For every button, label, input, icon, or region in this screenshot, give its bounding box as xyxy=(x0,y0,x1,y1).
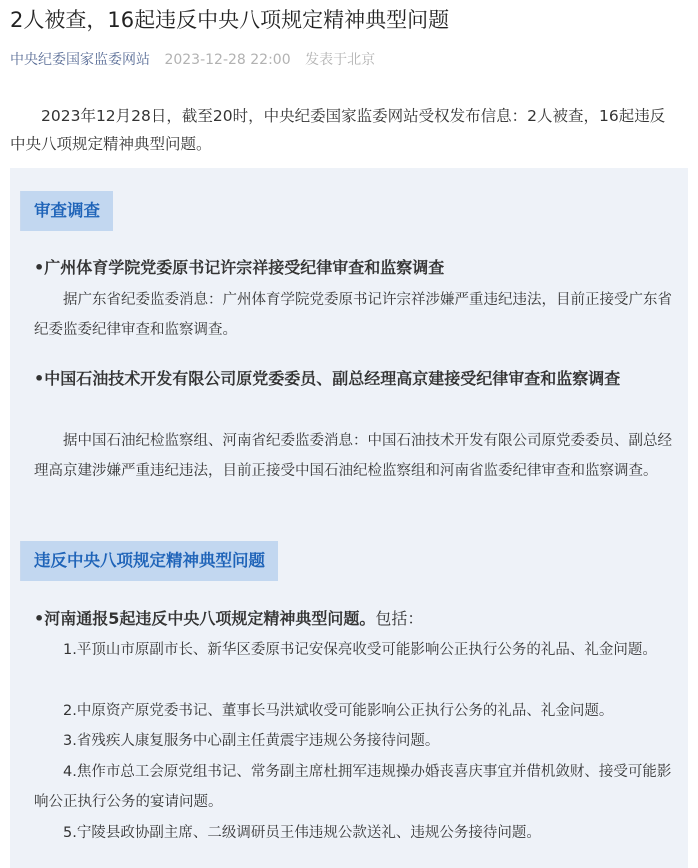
list-item: 4.焦作市总工会原党组书记、常务副主席杜拥军违规操办婚丧喜庆事宜并借机敛财、接受可能影响公正执行公务的宴请问题。 xyxy=(34,764,672,810)
publish-location: 发表于北京 xyxy=(305,52,376,68)
section-intro-title: •河南通报5起违反中央八项规定精神典型问题。 xyxy=(34,609,376,628)
list-item: 3.省残疾人康复服务中心副主任黄震宇违规公务接待问题。 xyxy=(63,733,440,749)
item-title: •广州体育学院党委原书记许宗祥接受纪律审查和监察调查 xyxy=(34,258,445,277)
publish-time: 2023-12-28 22:00 xyxy=(164,52,291,68)
article-title: 2人被查，16起违反中央八项规定精神典型问题 xyxy=(10,8,450,32)
section-heading-violations-label: 违反中央八项规定精神典型问题 xyxy=(21,541,278,581)
content-panel xyxy=(10,168,688,868)
item-title: •中国石油技术开发有限公司原党委委员、副总经理高京建接受纪律审查和监察调查 xyxy=(34,369,621,388)
section-heading-review-label: 审查调查 xyxy=(21,191,113,231)
section-intro xyxy=(34,604,679,634)
list-item: 1.平顶山市原副市长、新华区委原书记安保亮收受可能影响公正执行公务的礼品、礼金问题。 xyxy=(63,642,657,658)
intro-paragraph: 2023年12月28日，截至20时，中央纪委国家监委网站受权发布信息：2人被查，16起违反中央八项规定精神典型问题。 xyxy=(10,107,666,153)
list-item: 5.宁陵县政协副主席、二级调研员王伟违规公款送礼、违规公务接待问题。 xyxy=(63,825,541,841)
item-body: 据广东省纪委监委消息：广州体育学院党委原书记许宗祥涉嫌严重违纪违法，目前正接受广东省纪委监委纪律审查和监察调查。 xyxy=(34,292,672,338)
section-intro-suffix: 包括： xyxy=(375,609,424,628)
article-meta xyxy=(10,50,375,70)
section-heading-review xyxy=(20,191,113,231)
list-item: 2.中原资产原党委书记、董事长马洪斌收受可能影响公正执行公务的礼品、礼金问题。 xyxy=(63,703,614,719)
section-heading-violations xyxy=(20,541,278,581)
source-link[interactable]: 中央纪委国家监委网站 xyxy=(10,52,150,68)
item-body: 据中国石油纪检监察组、河南省纪委监委消息：中国石油技术开发有限公司原党委委员、副总经理高京建涉嫌严重违纪违法，目前正接受中国石油纪检监察组和河南省监委纪律审查和监察调查。 xyxy=(34,433,672,479)
